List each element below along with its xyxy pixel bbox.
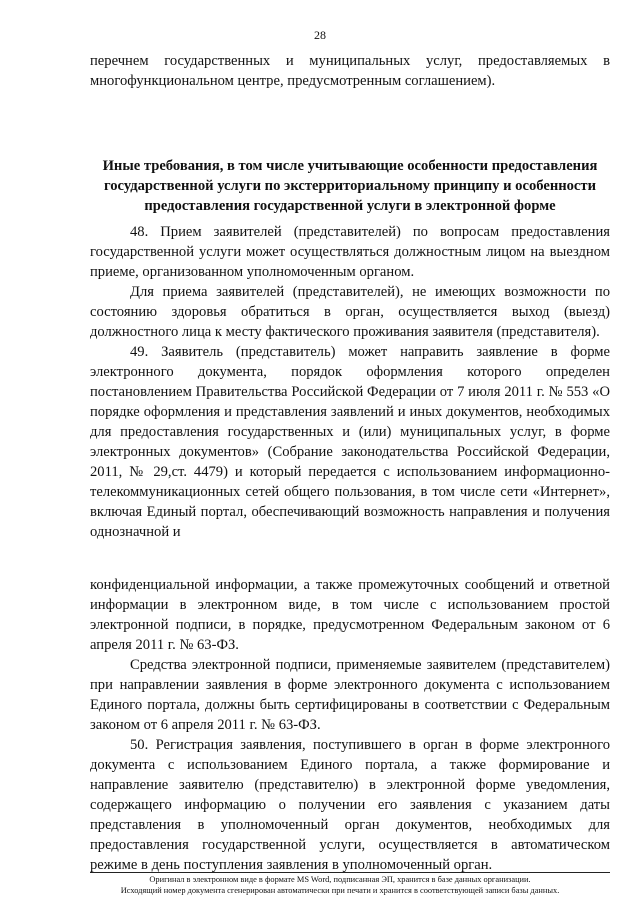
footer-line-1: Оригинал в электронном виде в формате MS Word, подписанная ЭП, хранится в базе данных организации. bbox=[149, 875, 531, 884]
footer-note bbox=[60, 874, 620, 896]
paragraph-50: 50. Регистрация заявления, поступившего в орган в форме электронного документа с использованием Единого портала, а также формирование и направление заявителю (представителю) в электронной форме уведомления, содержащего информацию о получении его заявления с указанием даты представления в уполномоченный орган документов, необходимых для предоставления государственной услуги, осуществляется в автоматическом режиме в день поступления заявления в уполномоченный орган. bbox=[90, 737, 610, 873]
intro-paragraph: перечнем государственных и муниципальных услуг, предоставляемых в многофункциональном центре, предусмотренным соглашением). bbox=[90, 53, 610, 89]
paragraph-48-continued: Для приема заявителей (представителей), не имеющих возможности по состоянию здоровья обратиться в орган, осуществляется выход (выезд) должностного лица к месту фактического проживания заявителя (представителя). bbox=[90, 284, 610, 340]
page-number: 28 bbox=[314, 28, 326, 42]
paragraph-49-continued: конфиденциальной информации, а также промежуточных сообщений и ответной информации в электронном виде, в том числе с использованием простой электронной подписи, в порядке, предусмотренном Федеральным законом от 6 апреля 2011 г. № 63-ФЗ. bbox=[90, 577, 610, 653]
paragraph-49: 49. Заявитель (представитель) может направить заявление в форме электронного документа, порядок оформления которого определен постановлением Правительства Российской Федерации от 7 июля 2011 г. № 553 «О порядке оформления и представления заявлений и иных документов, необходимых для предоставления государственных и (или) муниципальных услуг, в форме электронных документов» (Собрание законодательства Российской Федерации, 2011, № 29,ст. 4479) и который передается с использованием информационно-телекоммуникационных сетей общего пользования, в том числе сети «Интернет», включая Единый портал, обеспечивающий возможность направления и получения однозначной и bbox=[90, 344, 610, 540]
section-heading: Иные требования, в том числе учитывающие особенности предоставления государственной услуги по экстерриториальному принципу и особенности предоставления государственной услуги в электронной форме bbox=[102, 158, 598, 214]
footer-divider bbox=[90, 872, 610, 873]
footer-line-2: Исходящий номер документа сгенерирован автоматически при печати и хранится в соответствующей записи базы данных. bbox=[120, 886, 560, 895]
paragraph-48: 48. Прием заявителей (представителей) по вопросам предоставления государственной услуги может осуществляться должностным лицом на выездном приеме, организованном уполномоченным органом. bbox=[90, 224, 610, 280]
intro-paragraph-block bbox=[90, 51, 610, 91]
paragraph-electronic-signature: Средства электронной подписи, применяемые заявителем (представителем) при направлении заявления в форме электронного документа с использованием Единого портала, должны быть сертифицированы в соответствии с Федеральным законом от 6 апреля 2011 г. № 63-ФЗ. bbox=[90, 657, 610, 733]
body-text-block-a bbox=[90, 222, 610, 542]
body-text-block-b bbox=[90, 575, 610, 875]
